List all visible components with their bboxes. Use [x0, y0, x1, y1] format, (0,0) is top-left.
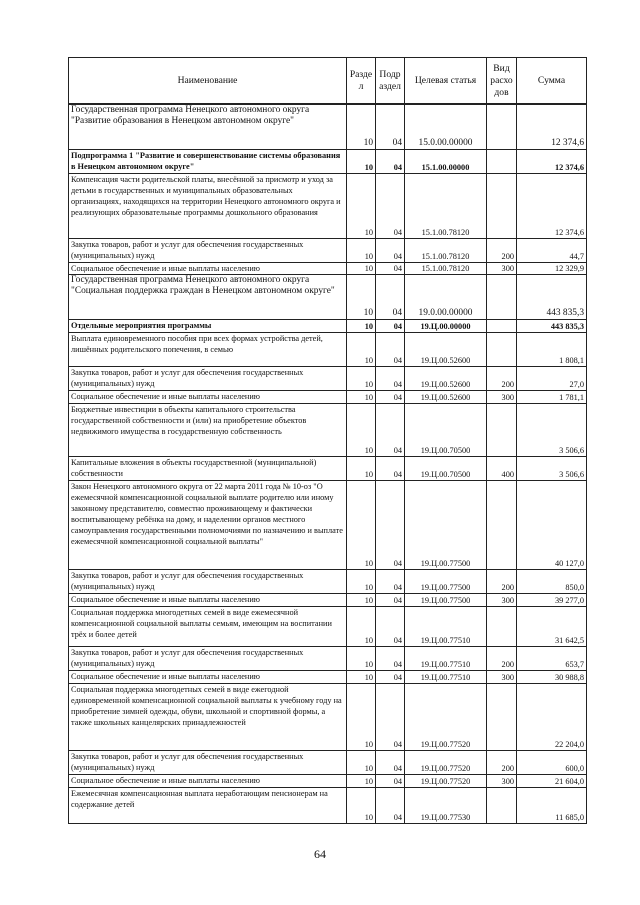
cell-section: 10	[347, 593, 376, 606]
table-row	[69, 787, 587, 823]
cell-sum: 11 685,0	[517, 787, 587, 823]
table-row	[69, 238, 587, 262]
cell-section: 10	[347, 173, 376, 238]
cell-section: 10	[347, 238, 376, 262]
cell-expense-type	[487, 606, 517, 646]
table-row	[69, 319, 587, 332]
cell-section: 10	[347, 670, 376, 683]
cell-expense-type	[487, 332, 517, 366]
cell-sum: 30 988,8	[517, 670, 587, 683]
cell-section: 10	[347, 366, 376, 390]
cell-sum: 443 835,3	[517, 319, 587, 332]
cell-expense-type: 200	[487, 238, 517, 262]
table-row	[69, 480, 587, 569]
header-subsection: Подр аздел	[376, 58, 405, 105]
cell-section: 10	[347, 606, 376, 646]
cell-sum: 31 642,5	[517, 606, 587, 646]
cell-target-article: 15.0.00.00000	[405, 104, 487, 149]
cell-subsection: 04	[376, 390, 405, 403]
cell-expense-type	[487, 787, 517, 823]
cell-target-article: 19.Ц.00.52600	[405, 366, 487, 390]
table-row	[69, 569, 587, 593]
cell-expense-type: 300	[487, 262, 517, 274]
cell-expense-type	[487, 104, 517, 149]
cell-subsection: 04	[376, 787, 405, 823]
table-row	[69, 403, 587, 456]
table-row	[69, 390, 587, 403]
page-number: 64	[314, 847, 326, 861]
cell-section: 10	[347, 149, 376, 173]
cell-sum: 12 374,6	[517, 104, 587, 149]
header-name: Наименование	[69, 58, 347, 105]
cell-subsection: 04	[376, 104, 405, 149]
cell-sum: 653,7	[517, 646, 587, 670]
cell-name: Компенсация части родительской платы, внесённой за присмотр и уход за детьми в государственных и муниципальных образовательных организациях, находящихся на территории Ненецкого автономного округа и реализующих образовательные программы дошкольного образования	[69, 173, 347, 238]
table-row	[69, 456, 587, 480]
cell-name: Выплата единовременного пособия при всех формах устройства детей, лишённых родительского попечения, в семью	[69, 332, 347, 366]
table-row	[69, 173, 587, 238]
cell-sum: 27,0	[517, 366, 587, 390]
cell-section: 10	[347, 456, 376, 480]
cell-name: Закон Ненецкого автономного округа от 22 марта 2011 года № 10-оз "О ежемесячной компенсационной социальной выплате родителю или иному законному представителю, совместно проживающему и фактически воспитывающему ребёнка на дому, и наделении органов местного самоуправления государственными полномочиями по назначению и выплате ежемесячной компенсационной социальной выплаты"	[69, 480, 347, 569]
cell-subsection: 04	[376, 274, 405, 319]
cell-sum: 40 127,0	[517, 480, 587, 569]
cell-expense-type: 200	[487, 646, 517, 670]
cell-target-article: 19.Ц.00.77520	[405, 683, 487, 750]
cell-name: Закупка товаров, работ и услуг для обеспечения государственных (муниципальных) нужд	[69, 646, 347, 670]
cell-sum: 39 277,0	[517, 593, 587, 606]
cell-sum: 1 781,1	[517, 390, 587, 403]
cell-expense-type: 300	[487, 390, 517, 403]
cell-target-article: 15.1.00.78120	[405, 238, 487, 262]
cell-section: 10	[347, 774, 376, 787]
table-row	[69, 274, 587, 319]
cell-subsection: 04	[376, 606, 405, 646]
table-row	[69, 683, 587, 750]
cell-target-article: 15.1.00.00000	[405, 149, 487, 173]
cell-name: Закупка товаров, работ и услуг для обеспечения государственных (муниципальных) нужд	[69, 750, 347, 774]
header-sum: Сумма	[517, 58, 587, 105]
table-row	[69, 750, 587, 774]
cell-section: 10	[347, 274, 376, 319]
cell-sum: 12 374,6	[517, 149, 587, 173]
header-section: Разде л	[347, 58, 376, 105]
cell-target-article: 19.Ц.00.77520	[405, 774, 487, 787]
cell-subsection: 04	[376, 593, 405, 606]
cell-expense-type: 300	[487, 593, 517, 606]
cell-target-article: 19.Ц.00.77500	[405, 569, 487, 593]
cell-subsection: 04	[376, 750, 405, 774]
cell-expense-type	[487, 683, 517, 750]
cell-name: Социальное обеспечение и иные выплаты населению	[69, 774, 347, 787]
cell-name: Социальное обеспечение и иные выплаты населению	[69, 593, 347, 606]
cell-target-article: 19.Ц.00.77500	[405, 593, 487, 606]
header-expense-type: Вид расхо дов	[487, 58, 517, 105]
cell-expense-type: 200	[487, 366, 517, 390]
cell-target-article: 19.Ц.00.77530	[405, 787, 487, 823]
cell-name: Закупка товаров, работ и услуг для обеспечения государственных (муниципальных) нужд	[69, 238, 347, 262]
cell-section: 10	[347, 646, 376, 670]
cell-name: Подпрограмма 1 "Развитие и совершенствование системы образования в Ненецком автономном округе"	[69, 149, 347, 173]
cell-sum: 600,0	[517, 750, 587, 774]
cell-subsection: 04	[376, 480, 405, 569]
cell-name: Социальное обеспечение и иные выплаты населению	[69, 262, 347, 274]
cell-expense-type: 300	[487, 774, 517, 787]
cell-expense-type: 300	[487, 670, 517, 683]
cell-section: 10	[347, 262, 376, 274]
cell-sum: 443 835,3	[517, 274, 587, 319]
cell-target-article: 19.Ц.00.70500	[405, 403, 487, 456]
header-row	[69, 58, 587, 105]
cell-sum: 22 204,0	[517, 683, 587, 750]
cell-subsection: 04	[376, 774, 405, 787]
cell-target-article: 19.Ц.00.77500	[405, 480, 487, 569]
table-row	[69, 774, 587, 787]
table-row	[69, 149, 587, 173]
cell-expense-type	[487, 274, 517, 319]
cell-name: Закупка товаров, работ и услуг для обеспечения государственных (муниципальных) нужд	[69, 366, 347, 390]
cell-subsection: 04	[376, 238, 405, 262]
cell-subsection: 04	[376, 332, 405, 366]
cell-section: 10	[347, 750, 376, 774]
cell-section: 10	[347, 683, 376, 750]
cell-subsection: 04	[376, 670, 405, 683]
table-row	[69, 606, 587, 646]
cell-name: Социальная поддержка многодетных семей в виде ежегодной единовременной компенсационной социальной выплаты к учебному году на приобретение зимней одежды, обуви, школьной и спортивной формы, а также школьных канцелярских принадлежностей	[69, 683, 347, 750]
table-row	[69, 332, 587, 366]
cell-target-article: 19.Ц.00.77520	[405, 750, 487, 774]
cell-section: 10	[347, 390, 376, 403]
cell-subsection: 04	[376, 319, 405, 332]
cell-expense-type	[487, 403, 517, 456]
cell-sum: 1 808,1	[517, 332, 587, 366]
cell-sum: 850,0	[517, 569, 587, 593]
cell-subsection: 04	[376, 262, 405, 274]
cell-subsection: 04	[376, 403, 405, 456]
cell-name: Социальная поддержка многодетных семей в виде ежемесячной компенсационной социальной выплаты семьям, имеющим на воспитании трёх и более детей	[69, 606, 347, 646]
cell-name: Отдельные мероприятия программы	[69, 319, 347, 332]
budget-table	[68, 57, 587, 824]
cell-sum: 44,7	[517, 238, 587, 262]
cell-subsection: 04	[376, 149, 405, 173]
cell-name: Государственная программа Ненецкого автономного округа "Развитие образования в Ненецком автономном округе"	[69, 104, 347, 149]
cell-expense-type: 200	[487, 569, 517, 593]
cell-name: Государственная программа Ненецкого автономного округа "Социальная поддержка граждан в Ненецком автономном округе"	[69, 274, 347, 319]
cell-target-article: 19.Ц.00.77510	[405, 646, 487, 670]
cell-expense-type: 200	[487, 750, 517, 774]
cell-name: Бюджетные инвестиции в объекты капитального строительства государственной собственности и (или) на приобретение объектов недвижимого имущества в государственную собственность	[69, 403, 347, 456]
cell-subsection: 04	[376, 569, 405, 593]
cell-target-article: 19.0.00.00000	[405, 274, 487, 319]
cell-section: 10	[347, 403, 376, 456]
cell-subsection: 04	[376, 646, 405, 670]
cell-subsection: 04	[376, 683, 405, 750]
cell-expense-type	[487, 149, 517, 173]
cell-target-article: 15.1.00.78120	[405, 173, 487, 238]
table-row	[69, 670, 587, 683]
cell-sum: 3 506,6	[517, 456, 587, 480]
cell-section: 10	[347, 332, 376, 366]
cell-subsection: 04	[376, 173, 405, 238]
cell-sum: 3 506,6	[517, 403, 587, 456]
cell-expense-type	[487, 319, 517, 332]
cell-target-article: 19.Ц.00.70500	[405, 456, 487, 480]
cell-name: Капитальные вложения в объекты государственной (муниципальной) собственности	[69, 456, 347, 480]
cell-expense-type	[487, 173, 517, 238]
cell-target-article: 15.1.00.78120	[405, 262, 487, 274]
cell-target-article: 19.Ц.00.00000	[405, 319, 487, 332]
cell-target-article: 19.Ц.00.77510	[405, 606, 487, 646]
table-row	[69, 646, 587, 670]
cell-section: 10	[347, 569, 376, 593]
cell-section: 10	[347, 480, 376, 569]
cell-subsection: 04	[376, 456, 405, 480]
cell-expense-type: 400	[487, 456, 517, 480]
cell-expense-type	[487, 480, 517, 569]
cell-name: Ежемесячная компенсационная выплата неработающим пенсионерам на содержание детей	[69, 787, 347, 823]
cell-name: Социальное обеспечение и иные выплаты населению	[69, 390, 347, 403]
cell-name: Социальное обеспечение и иные выплаты населению	[69, 670, 347, 683]
table-row	[69, 593, 587, 606]
header-target-article: Целевая статья	[405, 58, 487, 105]
cell-section: 10	[347, 104, 376, 149]
cell-name: Закупка товаров, работ и услуг для обеспечения государственных (муниципальных) нужд	[69, 569, 347, 593]
cell-sum: 21 604,0	[517, 774, 587, 787]
table-row	[69, 104, 587, 149]
cell-sum: 12 329,9	[517, 262, 587, 274]
cell-target-article: 19.Ц.00.77510	[405, 670, 487, 683]
cell-section: 10	[347, 787, 376, 823]
cell-target-article: 19.Ц.00.52600	[405, 390, 487, 403]
cell-target-article: 19.Ц.00.52600	[405, 332, 487, 366]
cell-sum: 12 374,6	[517, 173, 587, 238]
table-row	[69, 262, 587, 274]
table-row	[69, 366, 587, 390]
cell-subsection: 04	[376, 366, 405, 390]
cell-section: 10	[347, 319, 376, 332]
